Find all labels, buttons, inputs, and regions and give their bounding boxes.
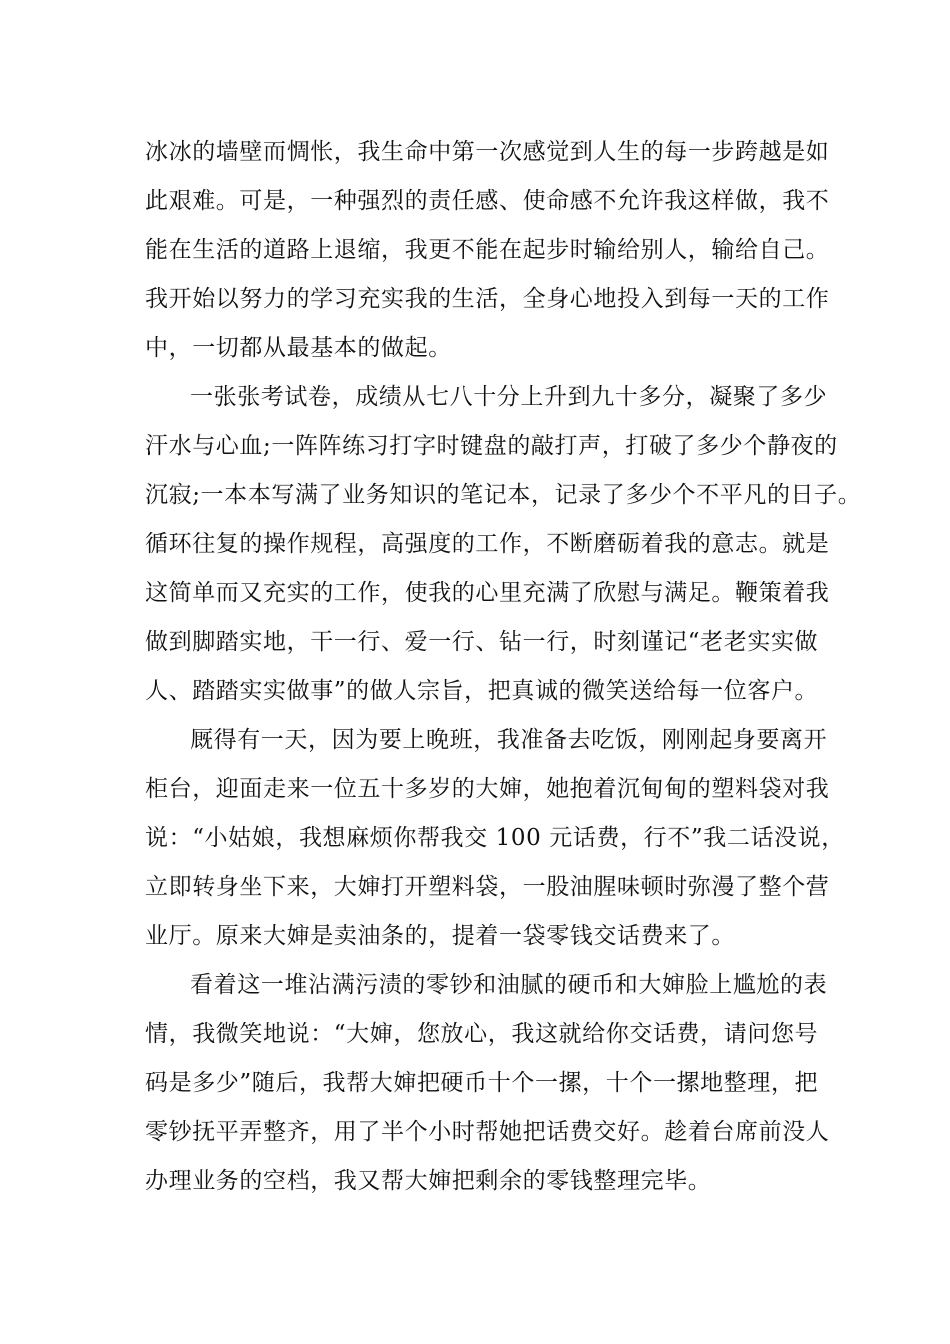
- text-line: 立即转身坐下来，大婶打开塑料袋，一股油腥味顿时弥漫了整个营: [145, 874, 830, 900]
- text-line: 此艰难。可是，一种强烈的责任感、使命感不允许我这样做，我不: [145, 188, 830, 214]
- text-line: 情，我微笑地说：“大婶，您放心，我这就给你交话费，请问您号: [145, 1021, 819, 1047]
- text-line: 一张张考试卷，成绩从七八十分上升到九十多分，凝聚了多少: [190, 384, 828, 410]
- text-line: 沉寂;一本本写满了业务知识的笔记本，记录了多少个不平凡的日子。: [145, 482, 862, 508]
- text-line: 说：“小姑娘，我想麻烦你帮我交 100 元话费，行不”我二话没说，: [145, 825, 845, 851]
- text-line: 业厅。原来大婶是卖油条的，提着一袋零钱交话费来了。: [145, 923, 735, 949]
- text-line: 码是多少”随后，我帮大婶把硬币十个一摞，十个一摞地整理，把: [145, 1070, 819, 1096]
- text-line: 做到脚踏实地，干一行、爱一行、钻一行，时刻谨记“老老实实做: [145, 629, 819, 655]
- text-line: 人、踏踏实实做事”的做人宗旨，把真诚的微笑送给每一位客户。: [145, 678, 819, 704]
- text-line: 能在生活的道路上退缩，我更不能在起步时输给别人，输给自己。: [145, 237, 830, 263]
- text-line: 厩得有一天，因为要上晚班，我准备去吃饭，刚刚起身要离开: [190, 727, 828, 753]
- text-line: 办理业务的空档，我又帮大婶把剩余的零钱整理完毕。: [145, 1168, 712, 1194]
- text-line: 看着这一堆沾满污渍的零钞和油腻的硬币和大婶脸上尴尬的表: [190, 972, 828, 998]
- text-line: 柜台，迎面走来一位五十多岁的大婶，她抱着沉甸甸的塑料袋对我: [145, 776, 830, 802]
- text-line: 冰冰的墙壁而惆怅，我生命中第一次感觉到人生的每一步跨越是如: [145, 139, 830, 165]
- text-line: 零钞抚平弄整齐，用了半个小时帮她把话费交好。趁着台席前没人: [145, 1119, 830, 1145]
- text-line: 汗水与心血;一阵阵练习打字时键盘的敲打声，打破了多少个静夜的: [145, 433, 838, 459]
- text-line: 中，一切都从最基本的做起。: [145, 335, 452, 361]
- text-line: 这简单而又充实的工作，使我的心里充满了欣慰与满足。鞭策着我: [145, 580, 830, 606]
- text-line: 我开始以努力的学习充实我的生活，全身心地投入到每一天的工作: [145, 286, 830, 312]
- text-line: 循环往复的操作规程，高强度的工作，不断磨砺着我的意志。就是: [145, 531, 830, 557]
